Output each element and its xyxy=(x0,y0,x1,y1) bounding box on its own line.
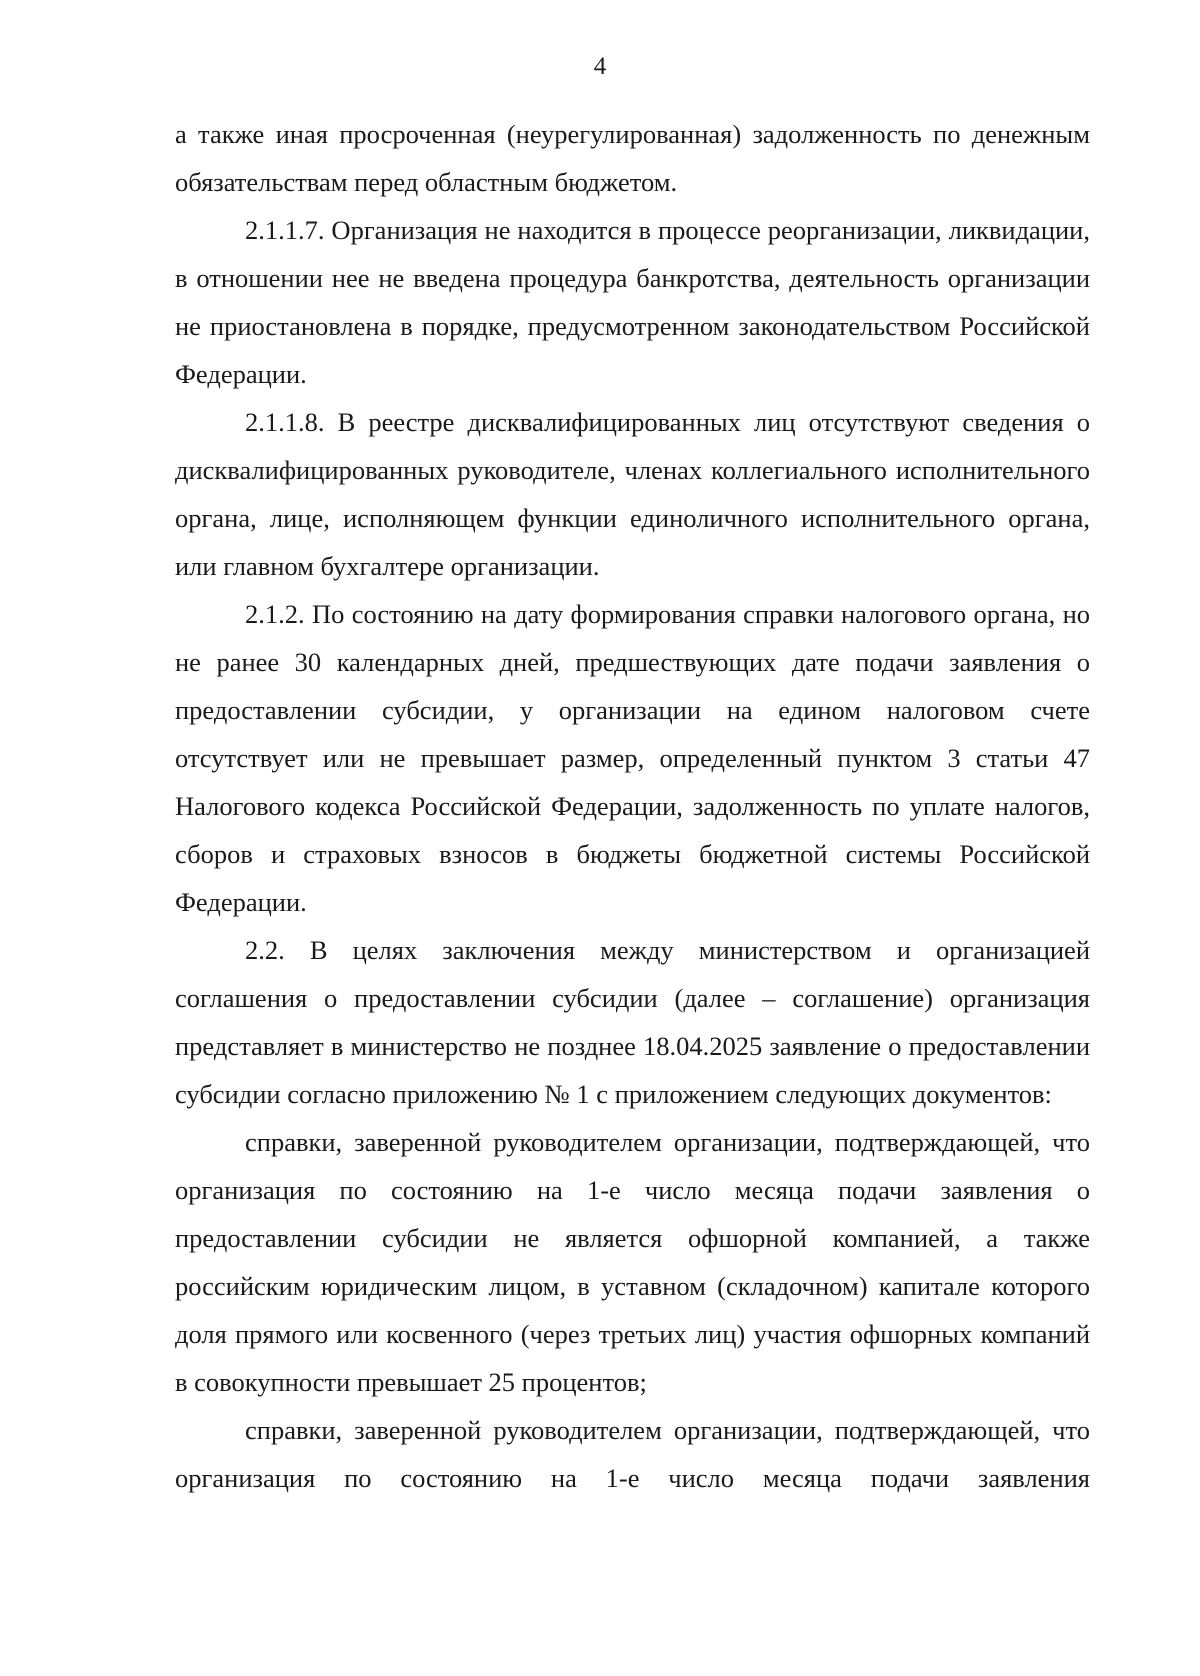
paragraph-second-certificate: справки, заверенной руководителем организации, подтверждающей, что организация по состоянию на 1-е число месяца подачи заявления xyxy=(175,1415,1090,1493)
page-number: 4 xyxy=(593,53,607,80)
paragraph-2-1-2: 2.1.2. По состоянию на дату формирования справки налогового органа, но не ранее 30 календарных дней, предшествующих дате подачи заявления о предоставлении субсидии, у организации на едином налоговом счете отсутствует или не превышает размер, определенный пунктом 3 статьи 47 Налогового кодекса Российской Федерации, задолженность по уплате налогов, сборов и страховых взносов в бюджеты бюджетной системы Российской Федерации. xyxy=(175,599,1090,917)
paragraph-2-1-1-8: 2.1.1.8. В реестре дисквалифицированных лиц отсутствуют сведения о дисквалифицированных руководителе, членах коллегиального исполнительного органа, лице, исполняющем функции единоличного исполнительного органа, или главном бухгалтере организации. xyxy=(175,407,1090,581)
paragraph-2-2: 2.2. В целях заключения между министерством и организацией соглашения о предоставлении субсидии (далее – соглашение) организация представляет в министерство не позднее 18.04.2025 заявление о предоставлении субсидии согласно приложению № 1 с приложением следующих документов: xyxy=(175,935,1090,1109)
paragraph-offshore-certificate: справки, заверенной руководителем организации, подтверждающей, что организация по состоянию на 1-е число месяца подачи заявления о предоставлении субсидии не является офшорной компанией, а также российским юридическим лицом, в уставном (складочном) капитале которого доля прямого или косвенного (через третьих лиц) участия офшорных компаний в совокупности превышает 25 процентов; xyxy=(175,1127,1090,1397)
paragraph-2-1-1-7: 2.1.1.7. Организация не находится в процессе реорганизации, ликвидации, в отношении нее не введена процедура банкротства, деятельность организации не приостановлена в порядке, предусмотренном законодательством Российской Федерации. xyxy=(175,215,1090,389)
document-body xyxy=(175,110,1090,1502)
paragraph-continuation: а также иная просроченная (неурегулированная) задолженность по денежным обязательствам перед областным бюджетом. xyxy=(175,119,1090,197)
